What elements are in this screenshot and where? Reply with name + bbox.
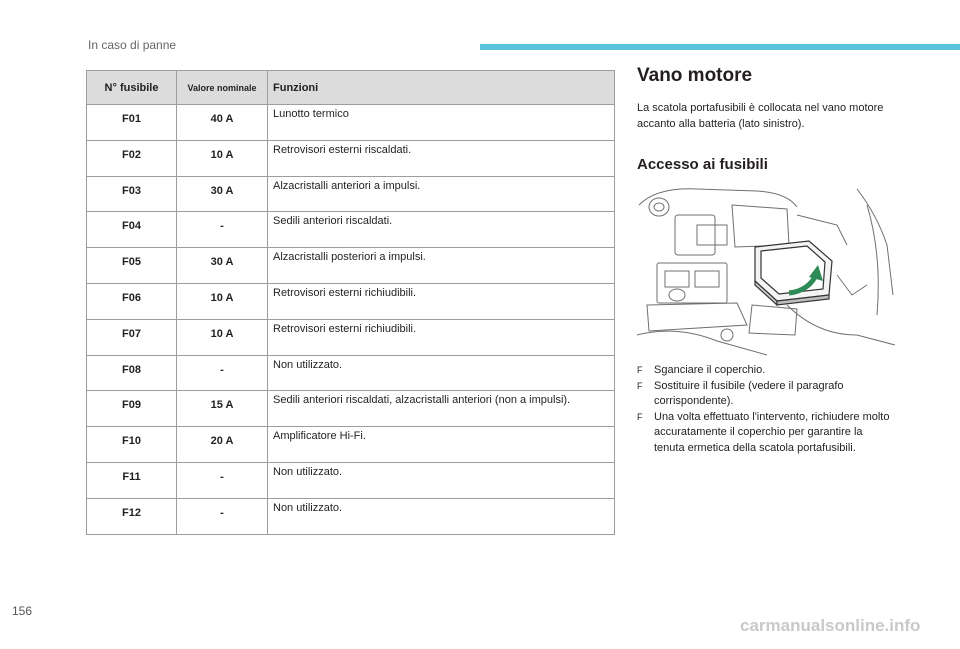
fuse-function: Amplificatore Hi-Fi. [268,427,615,463]
column-header-fuse-number: N° fusibile [87,71,177,105]
fuse-number: F07 [87,319,177,355]
step-text: Sganciare il coperchio. [654,364,766,376]
fuse-rating: - [177,212,268,248]
column-header-functions: Funzioni [268,71,615,105]
fuse-rating: 40 A [177,105,268,141]
fuse-number: F06 [87,283,177,319]
fuse-number: F04 [87,212,177,248]
section-intro: La scatola portafusibili è collocata nel vano motore accanto alla batteria (lato sinistro). [637,102,884,130]
bullet-marker: F [637,411,643,422]
fuse-function: Lunotto termico [268,105,615,141]
fuse-function: Retrovisori esterni riscaldati. [268,140,615,176]
table-row [87,498,615,534]
list-item [637,410,892,457]
page-number: 156 [12,604,33,618]
fuse-rating: - [177,355,268,391]
fuse-number: F11 [87,462,177,498]
table-row [87,355,615,391]
fuse-number: F10 [87,427,177,463]
fuse-number: F03 [87,176,177,212]
table-row [87,319,615,355]
fuse-function: Sedili anteriori riscaldati. [268,212,615,248]
fuse-function: Retrovisori esterni richiudibili. [268,283,615,319]
table-row [87,462,615,498]
fuse-function: Retrovisori esterni richiudibili. [268,319,615,355]
fuse-number: F02 [87,140,177,176]
watermark: carmanualsonline.info [740,616,921,635]
running-header: In caso di panne [88,38,177,52]
fuse-number: F09 [87,391,177,427]
list-item [637,379,892,410]
fuse-number: F08 [87,355,177,391]
table-row [87,283,615,319]
table-header-row [87,71,615,105]
table-row [87,248,615,284]
list-item [637,363,892,379]
fuse-function: Sedili anteriori riscaldati, alzacristalli anteriori (non a impulsi). [268,391,615,427]
fuse-rating: 10 A [177,283,268,319]
step-text: Sostituire il fusibile (vedere il paragrafo corrispondente). [654,379,844,407]
bullet-marker: F [637,365,643,375]
fuse-rating: - [177,498,268,534]
fuse-function: Non utilizzato. [268,462,615,498]
table-row [87,105,615,141]
fuse-rating: 20 A [177,427,268,463]
fuse-rating: 10 A [177,140,268,176]
fuse-function: Alzacristalli anteriori a impulsi. [268,176,615,212]
bullet-marker: F [637,380,643,391]
fuse-rating: 30 A [177,248,268,284]
table-row [87,140,615,176]
engine-bay-illustration [637,185,895,356]
fuse-table [86,70,615,535]
fuse-rating: 15 A [177,391,268,427]
fuse-function: Non utilizzato. [268,355,615,391]
fuse-number: F01 [87,105,177,141]
table-row [87,176,615,212]
table-row [87,212,615,248]
step-text: Una volta effettuato l'intervento, richiudere molto accuratamente il coperchio per garantire la tenuta ermetica della scatola portafusibili. [654,410,890,454]
fuse-function: Non utilizzato. [268,498,615,534]
fuse-rating: - [177,462,268,498]
fuse-function: Alzacristalli posteriori a impulsi. [268,248,615,284]
table-row [87,391,615,427]
header-accent-bar [480,44,960,50]
fuse-rating: 30 A [177,176,268,212]
section-title: Vano motore [637,65,753,86]
fuse-rating: 10 A [177,319,268,355]
subsection-title: Accesso ai fusibili [637,156,768,173]
fuse-number: F12 [87,498,177,534]
fuse-number: F05 [87,248,177,284]
table-row [87,427,615,463]
column-header-rating: Valore nominale [177,71,268,105]
procedure-steps [637,363,892,456]
